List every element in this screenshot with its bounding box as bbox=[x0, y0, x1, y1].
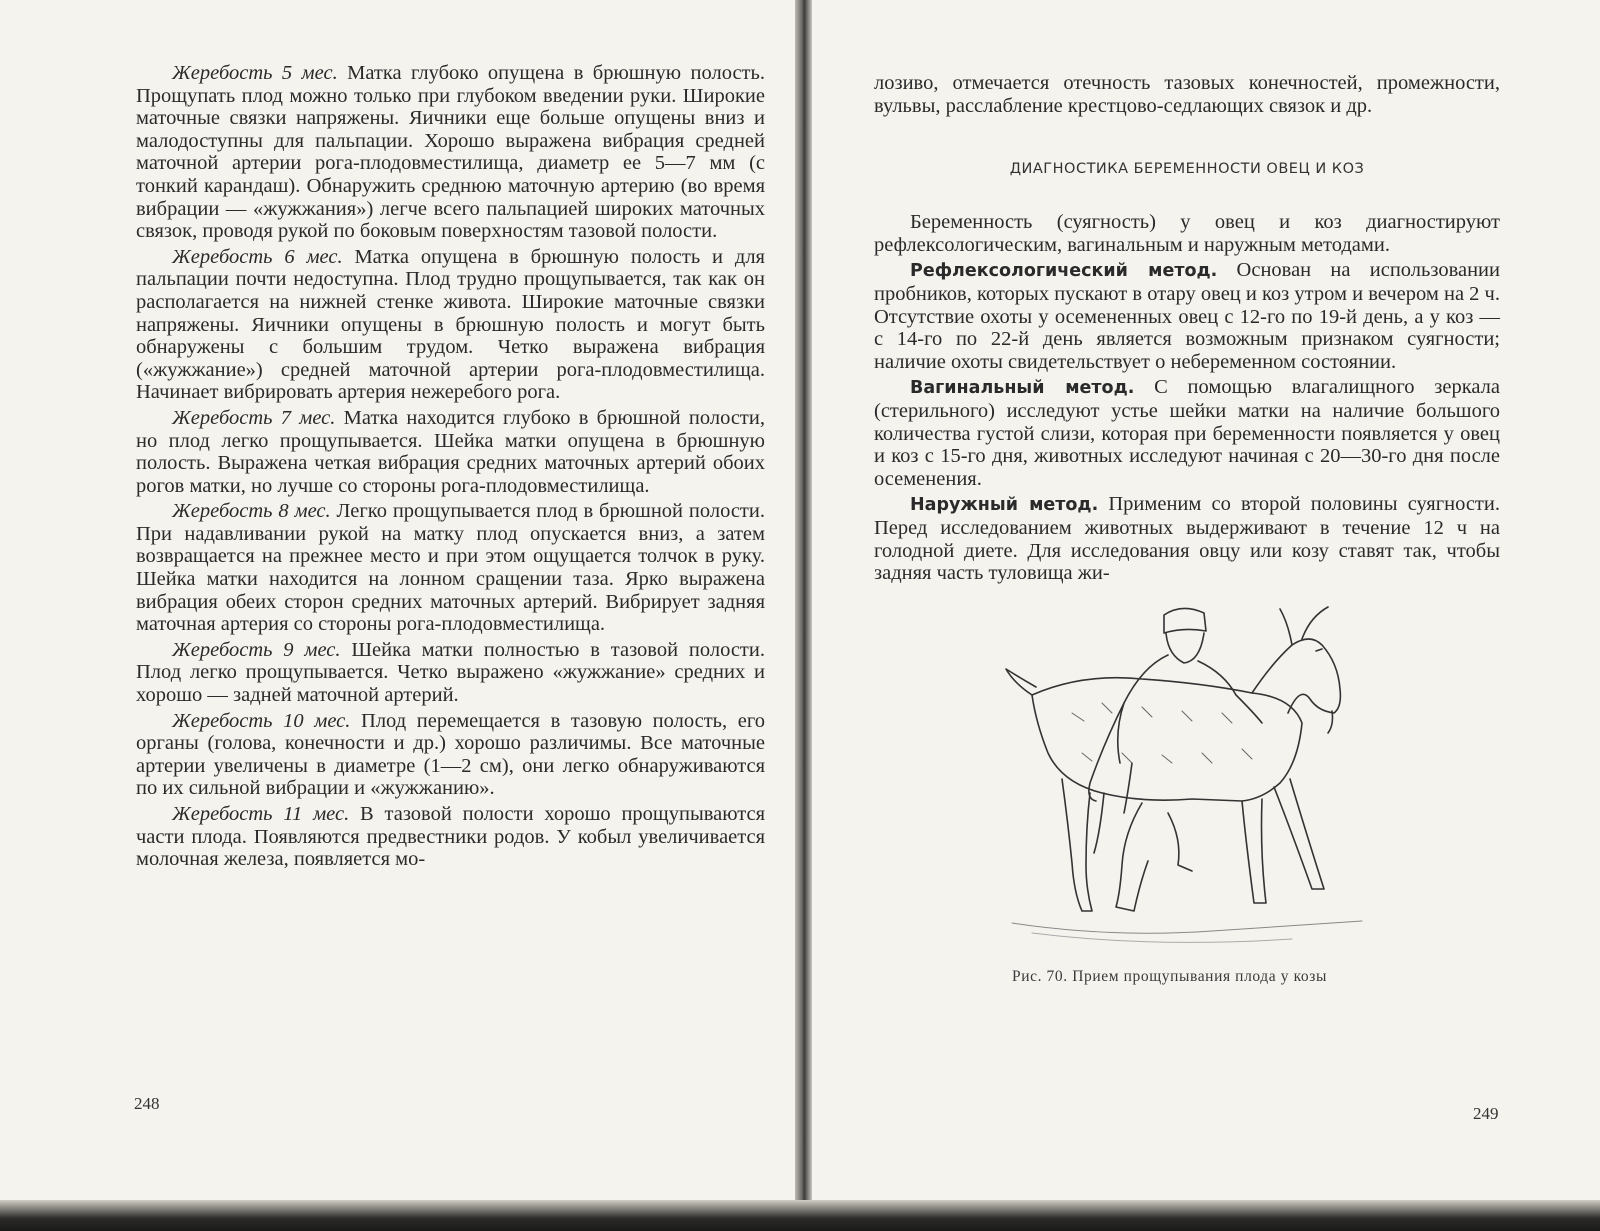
left-page bbox=[0, 0, 795, 1231]
paragraph-text: Матка глубоко опущена в брюшную полость. Прощупать плод можно только при глубоком введении руки. Широкие маточные связки напряжены. Яичники еще больше опущены вниз и малодоступны для пальпации. Хорошо выражена вибрация средней маточной артерии рога-плодовместилища, диаметр ее 5—7 мм (с тонкий карандаш). Обнаружить среднюю маточную артерию (во время вибрации — «жужжания») легче всего пальпацией широких маточных связок, проводя рукой по боковым поверхностям тазовой полости. bbox=[136, 62, 765, 243]
paragraph-lead: Жеребость 6 мес. bbox=[172, 245, 343, 268]
paragraph-text: Плод перемещается в тазовую полость, его органы (голова, конечности и др.) хорошо различимы. Все маточные артерии увеличены в диаметре (1—2 см), они легко обнаруживаются по их сильной вибрации и «жужжанию». bbox=[136, 709, 765, 800]
continuation-paragraph: лозиво, отмечается отечность тазовых конечностей, промежности, вульвы, расслабление крестцово-седлающих связок и др. bbox=[874, 72, 1500, 117]
intro-paragraph: Беременность (суягность) у овец и коз диагностируют рефлексологическим, вагинальным и наружным методами. bbox=[874, 211, 1500, 256]
paragraph bbox=[136, 500, 765, 636]
paragraph bbox=[136, 710, 765, 800]
figure-caption: Рис. 70. Прием прощупывания плода у козы bbox=[1012, 967, 1328, 985]
paragraph bbox=[136, 246, 765, 404]
paragraph-text: Шейка матки полностью в тазовой полости. Плод легко прощупывается. Четко выражено «жужжание» средних и хорошо — задней маточной артерий. bbox=[136, 638, 765, 707]
method-text: С помощью влагалищного зеркала (стерильного) исследуют устье шейки матки на наличие большого количества густой слизи, которая при беременности появляется у овец и коз с 15-го дня, животных исследуют начиная с 20—30-го дня после осеменения. bbox=[874, 376, 1500, 490]
paragraph-lead: Жеребость 7 мес. bbox=[172, 406, 336, 429]
page-number-right: 249 bbox=[1473, 1104, 1499, 1123]
paragraph-lead: Жеребость 8 мес. bbox=[172, 500, 331, 523]
paragraph bbox=[136, 407, 765, 497]
paragraph-lead: Жеребость 10 мес. bbox=[172, 709, 351, 732]
paragraph-text: Легко прощупывается плод в брюшной полости. При надавливании рукой на матку плод опускается вниз, а затем возвращается на прежнее место и при этом ощущается толчок в руку. Шейка матки находится на лонном сращении таза. Ярко выражена вибрация обеих сторон средних маточных артерий. Вибрирует задняя маточная артерия со стороны рога-плодовместилища. bbox=[136, 500, 765, 636]
paragraph-lead: Жеребость 11 мес. bbox=[172, 803, 350, 825]
page-number-left: 248 bbox=[134, 1094, 160, 1113]
method-text: Применим со второй половины суягности. Перед исследованием животных выдерживают в течение 12 ч на голодной диете. Для исследования овцу или козу ставят так, чтобы задняя часть туловища жи- bbox=[874, 493, 1500, 585]
paragraph-lead: Жеребость 9 мес. bbox=[172, 638, 341, 661]
method-paragraph bbox=[874, 493, 1500, 584]
method-name: Рефлексологический метод. bbox=[910, 261, 1218, 282]
section-heading: ДИАГНОСТИКА БЕРЕМЕННОСТИ ОВЕЦ И КОЗ bbox=[1009, 161, 1365, 178]
method-name: Вагинальный метод. bbox=[910, 378, 1135, 399]
paragraph-text: В тазовой полости хорошо прощупываются части плода. Появляются предвестники родов. У кобыл увеличивается молочная железа, появляется мо- bbox=[136, 803, 766, 871]
right-page bbox=[812, 0, 1600, 1231]
method-text: Основан на использовании пробников, которых пускают в отару овец и коз утром и вечером на 2 ч. Отсутствие охоты у осемененных овец с 12-го по 19-й день, а у коз — с 14-го по 22-й день является возможным признаком суягности; наличие охоты свидетельствует о небеременном состоянии. bbox=[874, 259, 1500, 373]
paragraph bbox=[136, 803, 765, 871]
book-gutter bbox=[795, 0, 812, 1231]
paragraph-text: Матка опущена в брюшную полость и для пальпации почти недоступна. Плод трудно прощупывается, так как он располагается на нижней стенке живота. Широкие маточные связки напряжены. Яичники опущены в брюшную полость и могут быть обнаружены с большим трудом. Четко выражена вибрация («жужжание») средней маточной артерии рога-плодовместилища. Начинает вибрировать артерия нежеребого рога. bbox=[136, 245, 765, 404]
paragraph bbox=[136, 639, 765, 707]
page-bottom-edge bbox=[0, 1200, 1600, 1231]
method-paragraph bbox=[874, 259, 1500, 373]
method-paragraph bbox=[874, 376, 1500, 490]
figure-70 bbox=[874, 603, 1500, 955]
paragraph bbox=[136, 62, 765, 243]
paragraph-lead: Жеребость 5 мес. bbox=[172, 62, 338, 84]
method-name: Наружный метод. bbox=[910, 495, 1099, 516]
goat-palpation-illustration bbox=[992, 603, 1382, 953]
paragraph-text: Матка находится глубоко в брюшной полости, но плод легко прощупывается. Шейка матки опущена в брюшную полость. Выражена четкая вибрация средних маточных артерий обоих рогов матки, но лучше со стороны рога-плодовместилища. bbox=[136, 406, 765, 497]
